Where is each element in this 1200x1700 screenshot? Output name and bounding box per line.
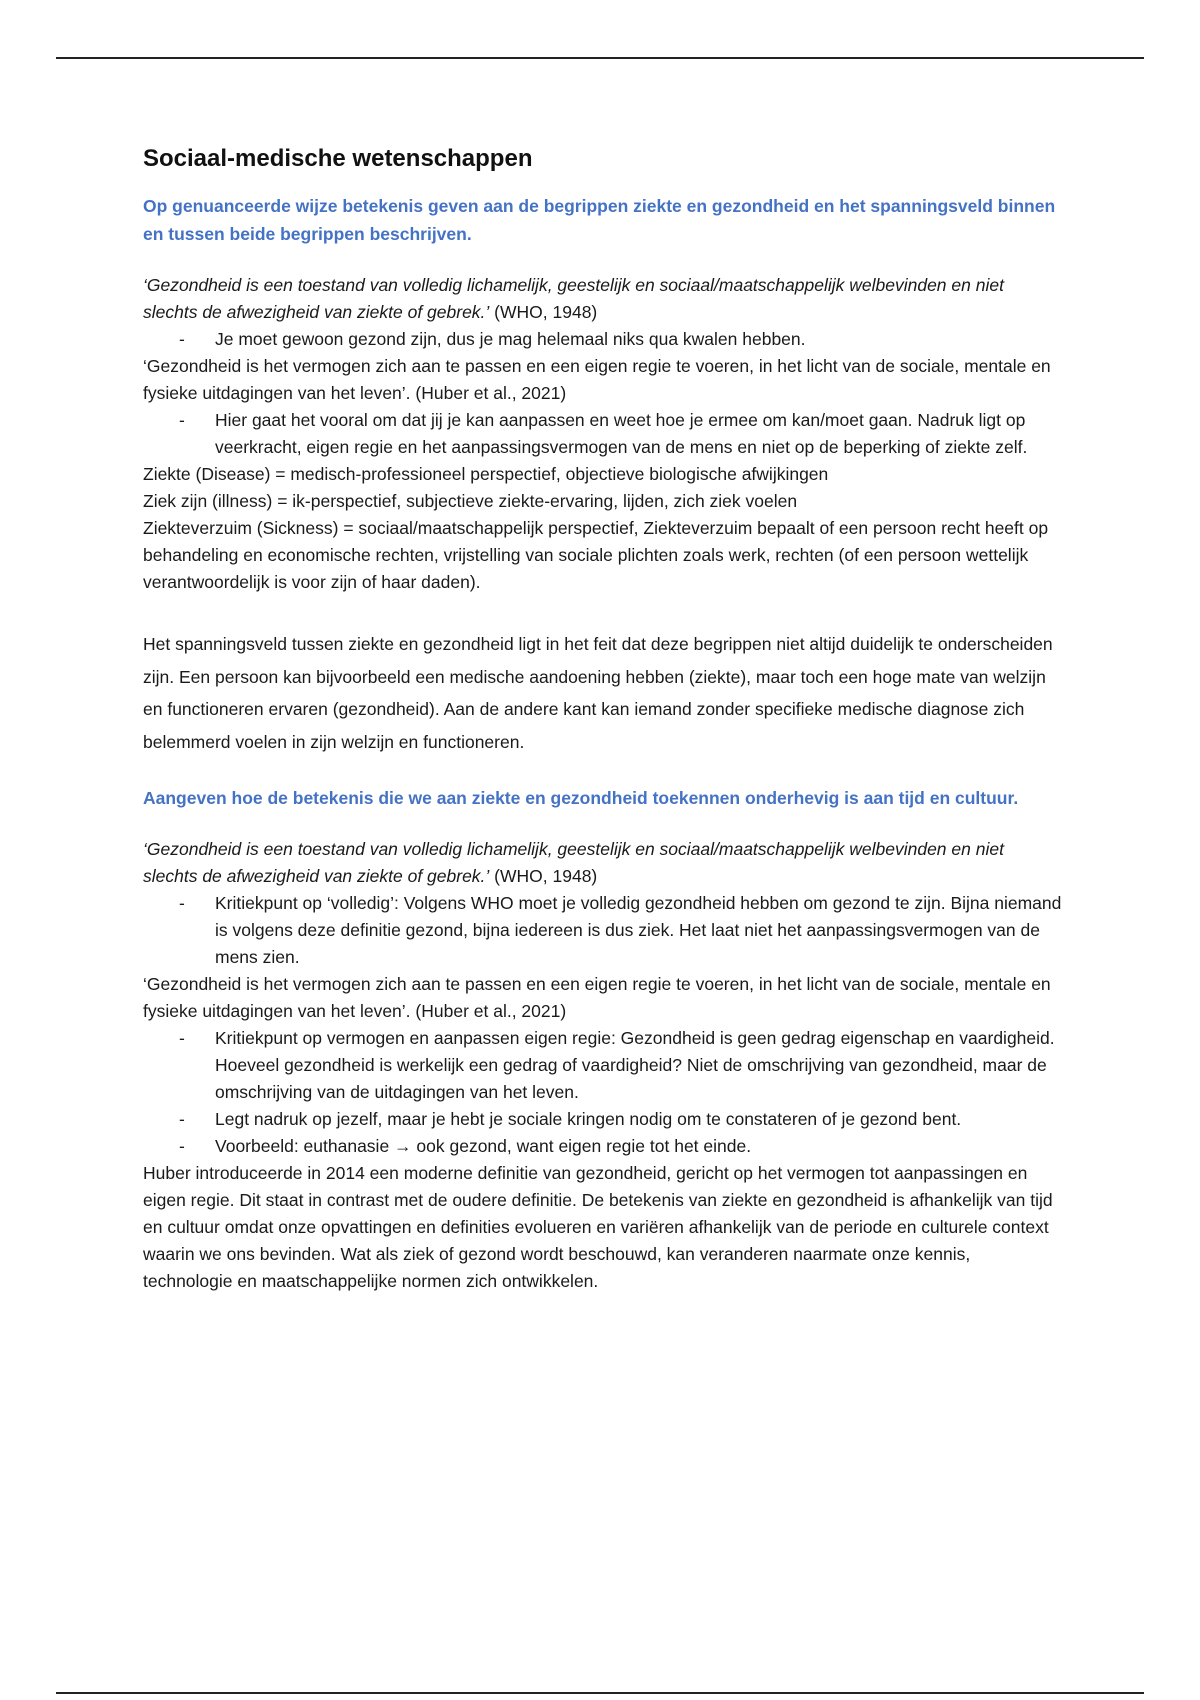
footer-rule (56, 1692, 1144, 1694)
section1-heading: Op genuanceerde wijze betekenis geven aan de begrippen ziekte en gezondheid en het spanningsveld binnen en tussen beide begrippen beschrijven. (143, 196, 1056, 244)
huber-quote-2: ‘Gezondheid is het vermogen zich aan te passen en een eigen regie te voeren, in het licht van de sociale, mentale en fysieke uitdagingen van het leven’. (Huber et al., 2021) (143, 974, 1051, 1021)
list-item: - Kritiekpunt op ‘volledig’: Volgens WHO moet je volledig gezondheid hebben om gezond te zijn. Bijna niemand is volgens deze definitie gezond, bijna iedereen is dus ziek. Het laat niet het aanpassingsvermogen van de mens zien. (215, 890, 1063, 971)
document-body (143, 143, 1063, 1295)
who-quote-text: ‘Gezondheid is een toestand van volledig lichamelijk, geestelijk en sociaal/maatschappelijk welbevinden en niet slechts de afwezigheid van ziekte of gebrek.’ (143, 275, 1004, 322)
list-item: - Je moet gewoon gezond zijn, dus je mag helemaal niks qua kwalen hebben. (215, 326, 1063, 353)
who-quote (143, 272, 1063, 326)
definition-disease: Ziekte (Disease) = medisch-professioneel perspectief, objectieve biologische afwijkingen (143, 464, 829, 484)
list-item: - Hier gaat het vooral om dat jij je kan aanpassen en weet hoe je ermee om kan/moet gaan. Nadruk ligt op veerkracht, eigen regie en het aanpassingsvermogen van de mens en niet op de beperking of ziekte zelf. (215, 407, 1063, 461)
definitions (143, 461, 1063, 596)
list-item: - Voorbeeld: euthanasie → ook gezond, want eigen regie tot het einde. (215, 1133, 1063, 1160)
who-quote-2-text: ‘Gezondheid is een toestand van volledig lichamelijk, geestelijk en sociaal/maatschappelijk welbevinden en niet slechts de afwezigheid van ziekte of gebrek.’ (143, 839, 1004, 886)
page-title: Sociaal-medische wetenschappen (143, 145, 533, 172)
closing-paragraph: Huber introduceerde in 2014 een moderne definitie van gezondheid, gericht op het vermogen tot aanpassingen en eigen regie. Dit staat in contrast met de oudere definitie. De betekenis van ziekte en gezondheid is afhankelijk van tijd en cultuur omdat onze opvattingen en definities evolueren en variëren afhankelijk van de periode en culturele context waarin we ons bevinden. Wat als ziek of gezond wordt beschouwd, kan veranderen naarmate onze kennis, technologie en maatschappelijke normen zich ontwikkelen. (143, 1163, 1053, 1291)
who-quote-2 (143, 836, 1063, 890)
tension-paragraph: Het spanningsveld tussen ziekte en gezondheid ligt in het feit dat deze begrippen niet altijd duidelijk te onderscheiden zijn. Een persoon kan bijvoorbeeld een medische aandoening hebben (ziekte), maar toch een hoge mate van welzijn en functioneren ervaren (gezondheid). Aan de andere kant kan iemand zonder specifieke medische diagnose zich belemmerd voelen in zijn welzijn en functioneren. (143, 634, 1053, 752)
list-item: - Kritiekpunt op vermogen en aanpassen eigen regie: Gezondheid is geen gedrag eigenschap en vaardigheid. Hoeveel gezondheid is werkelijk een gedrag of vaardigheid? Niet de omschrijving van gezondheid, maar de omschrijving van de uitdagingen van het leven. (215, 1025, 1063, 1106)
definition-sickness: Ziekteverzuim (Sickness) = sociaal/maatschappelijk perspectief, Ziekteverzuim bepaalt of een persoon recht heeft op behandeling en economische rechten, vrijstelling van sociale plichten zoals werk, rechten (of een persoon wettelijk verantwoordelijk is voor zijn of haar daden). (143, 518, 1049, 592)
who-quote-2-source: (WHO, 1948) (489, 866, 598, 886)
huber-bullets (143, 407, 1063, 461)
who-bullets (143, 326, 1063, 353)
huber-quote: ‘Gezondheid is het vermogen zich aan te passen en een eigen regie te voeren, in het licht van de sociale, mentale en fysieke uitdagingen van het leven’. (Huber et al., 2021) (143, 356, 1051, 403)
section2-heading: Aangeven hoe de betekenis die we aan ziekte en gezondheid toekennen onderhevig is aan tijd en cultuur. (143, 788, 1019, 808)
header-rule (56, 57, 1144, 59)
list-item: - Legt nadruk op jezelf, maar je hebt je sociale kringen nodig om te constateren of je gezond bent. (215, 1106, 1063, 1133)
huber-critique-bullets (143, 1025, 1063, 1160)
who-quote-source: (WHO, 1948) (489, 302, 598, 322)
definition-illness: Ziek zijn (illness) = ik-perspectief, subjectieve ziekte-ervaring, lijden, zich ziek voelen (143, 491, 798, 511)
who-critique-bullets (143, 890, 1063, 971)
